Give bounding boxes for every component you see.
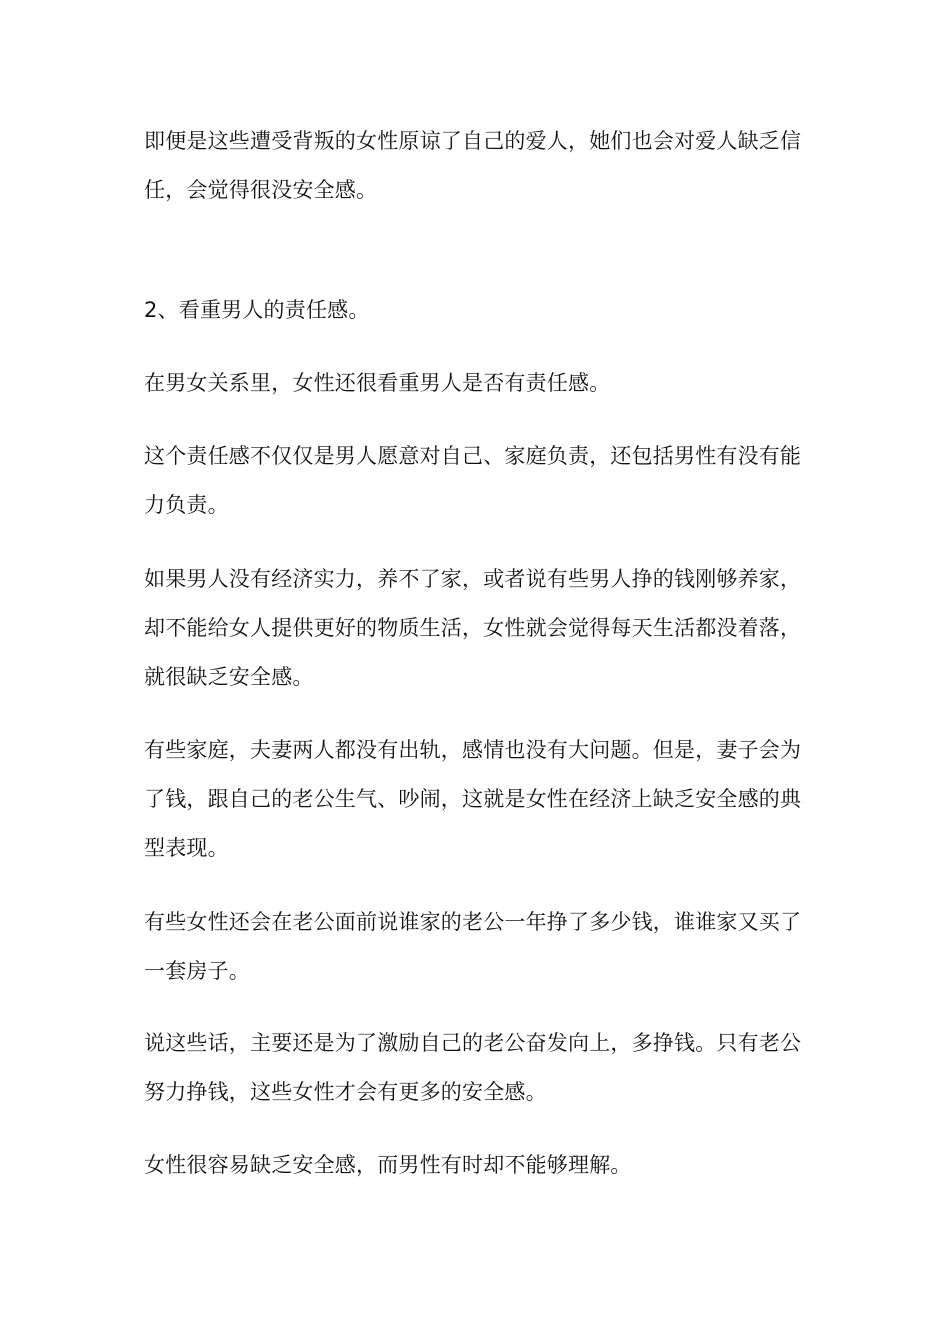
paragraph-9: 女性很容易缺乏安全感，而男性有时却不能够理解。: [144, 1153, 632, 1177]
paragraph-8: 说这些话，主要还是为了激励自己的老公奋发向上，多挣钱。只有老公努力挣钱，这些女性才会有更多的安全感。: [144, 1031, 802, 1104]
paragraph-6: 有些家庭，夫妻两人都没有出轨，感情也没有大问题。但是，妻子会为了钱，跟自己的老公生气、吵闹，这就是女性在经济上缺乏安全感的典型表现。: [144, 738, 802, 860]
paragraph-3: 在男女关系里，女性还很看重男人是否有责任感。: [144, 371, 611, 395]
section-heading: 2、看重男人的责任感。: [144, 298, 370, 322]
paragraph-1: 即便是这些遭受背叛的女性原谅了自己的爱人，她们也会对爱人缺乏信任，会觉得很没安全感。: [144, 129, 802, 202]
paragraph-5: 如果男人没有经济实力，养不了家，或者说有些男人挣的钱刚够养家，却不能给女人提供更好的物质生活，女性就会觉得每天生活都没着落，就很缺乏安全感。: [144, 567, 802, 689]
paragraph-7: 有些女性还会在老公面前说谁家的老公一年挣了多少钱，谁谁家又买了一套房子。: [144, 910, 802, 983]
paragraph-4: 这个责任感不仅仅是男人愿意对自己、家庭负责，还包括男性有没有能力负责。: [144, 444, 802, 517]
